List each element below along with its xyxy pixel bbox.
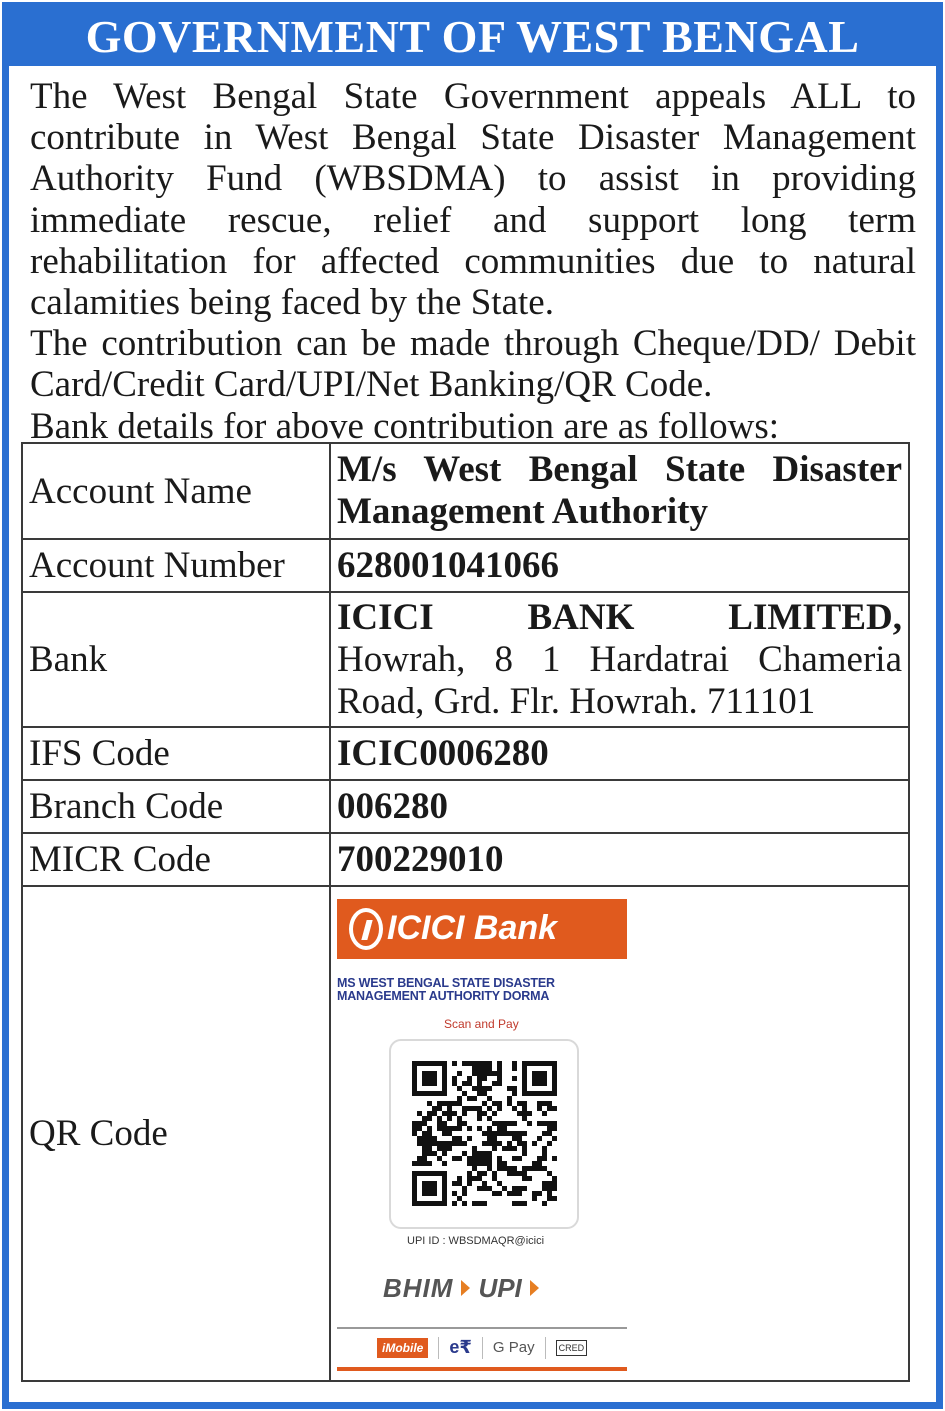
bhim-logo: BHIM xyxy=(383,1272,454,1303)
intro-paragraph-methods: The contribution can be made through Cheque/DD/ Debit Card/Credit Card/UPI/Net Banking/QR Code. xyxy=(30,323,916,406)
intro-paragraph-bank-details: Bank details for above contribution are as follows: xyxy=(30,405,780,447)
account-number-label: Account Number xyxy=(22,539,330,592)
bank-label: Bank xyxy=(22,592,330,727)
account-name-text: M/s West Bengal State Disaster Management Authority xyxy=(337,449,902,532)
branch-code-text: 006280 xyxy=(337,786,448,827)
qr-code-icon[interactable] xyxy=(412,1061,557,1206)
qr-card xyxy=(337,899,637,1369)
table-row xyxy=(22,539,909,592)
icici-bank-logo xyxy=(337,899,627,959)
micr-code-label: MICR Code xyxy=(22,833,330,886)
page-title: GOVERNMENT OF WEST BENGAL xyxy=(8,8,937,66)
icici-logo-icon xyxy=(349,908,383,950)
qr-code-frame xyxy=(389,1039,579,1229)
micr-code-value xyxy=(330,833,909,886)
bank-name-word: BANK xyxy=(527,597,635,638)
divider xyxy=(438,1337,439,1359)
bank-name xyxy=(337,596,902,639)
ifs-code-text: ICIC0006280 xyxy=(337,733,549,774)
upi-id: UPI ID : WBSDMAQR@icici xyxy=(407,1234,545,1247)
merchant-name xyxy=(337,977,637,1003)
imobile-logo: iMobile xyxy=(377,1338,428,1358)
bank-name-word: LIMITED, xyxy=(728,597,902,638)
qr-code-label: QR Code xyxy=(22,886,330,1381)
merchant-name-line: MS WEST BENGAL STATE DISASTER xyxy=(337,975,555,990)
table-row xyxy=(22,727,909,780)
table-row xyxy=(22,592,909,727)
icici-logo-text: ICICI Bank xyxy=(387,909,558,947)
branch-code-value xyxy=(330,780,909,833)
upi-arrow-icon xyxy=(530,1280,539,1296)
erupee-logo: e₹ xyxy=(449,1337,472,1357)
micr-code-text: 700229010 xyxy=(337,839,504,880)
upi-logo: UPI xyxy=(478,1272,522,1303)
qr-code-value xyxy=(330,886,909,1381)
scan-and-pay-label: Scan and Pay xyxy=(444,1016,519,1031)
account-number-value xyxy=(330,539,909,592)
bank-address: Howrah, 8 1 Hardatrai Chameria Road, Grd. Flr. Howrah. 711101 xyxy=(337,639,902,722)
bank-details-table xyxy=(21,442,910,1382)
account-name-value xyxy=(330,443,909,539)
table-row xyxy=(22,886,909,1381)
bank-name-word: ICICI xyxy=(337,597,434,638)
account-number-text: 628001041066 xyxy=(337,545,559,586)
ifs-code-label: IFS Code xyxy=(22,727,330,780)
branch-code-label: Branch Code xyxy=(22,780,330,833)
ifs-code-value xyxy=(330,727,909,780)
intro-paragraph-appeal: The West Bengal State Government appeals ALL to contribute in West Bengal State Disaster Management Authority Fund (WBSDMA) to assist in providing immediate rescue, relief and support long term rehabilitation for affected communities due to natural calamities being faced by the State. xyxy=(30,76,916,324)
table-row xyxy=(22,443,909,539)
divider xyxy=(545,1337,546,1359)
table-row xyxy=(22,833,909,886)
account-name-label: Account Name xyxy=(22,443,330,539)
intro-text xyxy=(9,66,936,447)
payment-logos xyxy=(337,1273,637,1304)
bhim-arrow-icon xyxy=(461,1280,470,1296)
merchant-name-line: MANAGEMENT AUTHORITY DORMA xyxy=(337,988,550,1003)
divider xyxy=(482,1337,483,1359)
gpay-logo: G Pay xyxy=(492,1339,535,1356)
table-row xyxy=(22,780,909,833)
apps-bar xyxy=(337,1327,627,1371)
cred-logo: CRED xyxy=(556,1340,588,1356)
bank-value xyxy=(330,592,909,727)
